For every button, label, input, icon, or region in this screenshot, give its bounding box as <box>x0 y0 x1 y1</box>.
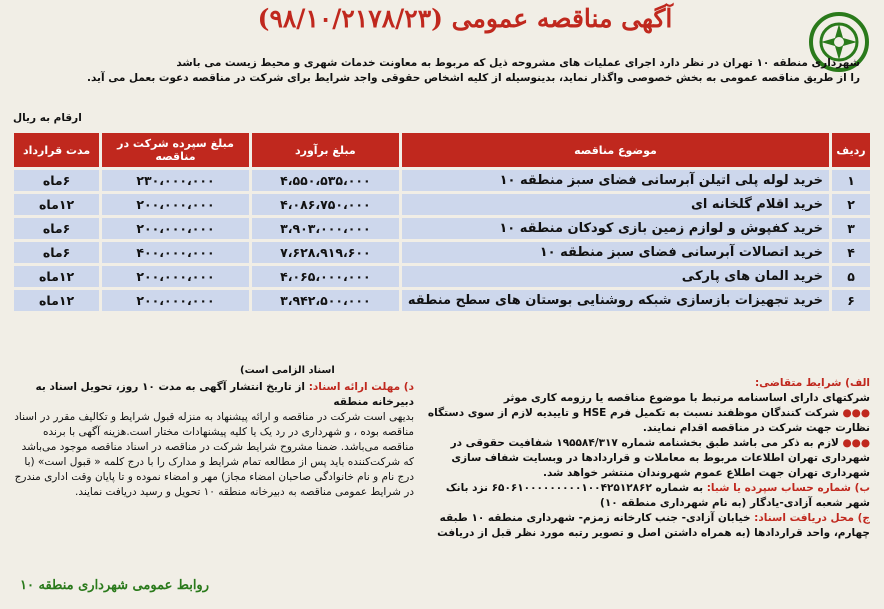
table-row <box>14 170 870 191</box>
row-duration: ۱۲ماه <box>14 194 99 215</box>
table-row <box>14 242 870 263</box>
tender-table <box>11 130 873 314</box>
intro-line-1: شهرداری منطقه ۱۰ تهران در نظر دارد اجرای عملیات های مشروحه ذیل که مربوط به معاونت خدمات شهری و محیط زیست می باشد <box>176 57 860 69</box>
header-index: ردیف <box>832 133 870 167</box>
row-index: ۴ <box>832 242 870 263</box>
intro-line-2: را از طریق مناقصه عمومی به بخش خصوصی واگذار نماید، بدینوسیله از کلیه اشخاص حقوقی واجد شرایط برای شرکت در مناقصه دعوت بعمل می آید. <box>86 71 860 84</box>
header-duration: مدت قرارداد <box>14 133 99 167</box>
receipt-heading: ج) محل دریافت اسناد: <box>754 512 870 524</box>
row-duration: ۱۲ماه <box>14 290 99 311</box>
row-index: ۱ <box>832 170 870 191</box>
header-deposit: مبلغ سپرده شرکت در مناقصه <box>102 133 249 167</box>
deadline-body: بدیهی است شرکت در مناقصه و ارائه پیشنهاد به منزله قبول شرایط و تکالیف مقرر در اسناد مناقصه بوده ، و شهرداری در رد یک یا کلیه پیشنهادات مختار است.هزینه آگهی با برنده مناقصه می‌باشد. ضمنا مشروح شرایط شرکت در مناقصه در اسناد مناقصه موجود می‌باشد که شرکت‌کننده باید پس از مطالعه تمام شرایط و مدارک را با درج کلمه « قبول است» (با درج نام و نام خانوادگی صاحبان امضاء مجاز) مهر و امضاء نموده و تا پایان وقت اداری مندرج در شرایط عمومی مناقصه به دبیرخانه منطقه ۱۰ تحویل و رسید دریافت نمایند. <box>14 411 414 498</box>
account-text: به شماره ۶۵۰۶۱۰۰۰۰۰۰۰۰۰۱۰۰۴۲۵۱۲۸۶۲ نزد بانک شهر شعبه آزادی-یادگار (به نام شهرداری منطقه ۱۰) <box>445 482 870 509</box>
conditions-line-3: لازم به ذکر می باشد طبق بخشنامه شماره ۱۹۵۵۸۴/۳۱۷ شفافیت حقوقی در شهرداری تهران اطلاعات مربوط به معاملات و قراردادها در وبسایت شفاف سازی شهرداری تهران جهت اطلاع عموم شهروندان منتشر خواهد شد. <box>450 437 870 479</box>
header-subject: موضوع مناقصه <box>402 133 829 167</box>
row-deposit: ۴۰۰،۰۰۰،۰۰۰ <box>102 242 249 263</box>
row-index: ۳ <box>832 218 870 239</box>
conditions-section: الف) شرایط متقاضی: شرکتهای دارای اساسنامه مرتبط با موضوع مناقصه یا رزومه کاری موثر ●●● شرکت کنندگان موظفند نسبت به تکمیل فرم HSE و تاییدیه لازم از سوی دستگاه نظارت جهت شرکت در مناقصه اقدام نمایند. ●●● لازم به ذکر می باشد طبق بخشنامه شماره ۱۹۵۵۸۴/۳۱۷ شفافیت حقوقی در شهرداری تهران اطلاعات مربوط به معاملات و قراردادها در وبسایت شفاف سازی شهرداری تهران جهت اطلاع عموم شهروندان منتشر خواهد شد. ب) شماره حساب سپرده یا شبا: به شماره ۶۵۰۶۱۰۰۰۰۰۰۰۰۰۱۰۰۴۲۵۱۲۸۶۲ نزد بانک شهر شعبه آزادی-یادگار (به نام شهرداری منطقه ۱۰) ج) محل دریافت اسناد: خیابان آزادی- جنب کارخانه زمزم- شهرداری منطقه ۱۰ طبقه چهارم، واحد قراردادها (به همراه داشتن اصل و تصویر رتبه مورد نظر قبل از دریافت <box>420 376 870 541</box>
row-estimate: ۷،۶۲۸،۹۱۹،۶۰۰ <box>252 242 399 263</box>
row-subject: خرید لوله پلی اتیلن آبرسانی فضای سبز منطقه ۱۰ <box>402 170 829 191</box>
account-heading: ب) شماره حساب سپرده یا شبا: <box>706 482 870 494</box>
receipt-text: خیابان آزادی- جنب کارخانه زمزم- شهرداری منطقه ۱۰ طبقه چهارم، واحد قراردادها (به همراه داشتن اصل و تصویر رتبه مورد نظر قبل از دریافت <box>437 512 870 539</box>
row-deposit: ۲۰۰،۰۰۰،۰۰۰ <box>102 290 249 311</box>
footer-signature: روابط عمومی شهرداری منطقه ۱۰ <box>20 578 209 593</box>
row-estimate: ۴،۰۸۶،۷۵۰،۰۰۰ <box>252 194 399 215</box>
row-estimate: ۴،۰۶۵،۰۰۰،۰۰۰ <box>252 266 399 287</box>
table-row <box>14 194 870 215</box>
row-index: ۶ <box>832 290 870 311</box>
page-title: آگهی مناقصه عمومی (۹۸/۱۰/۲۱۷۸/۲۳) <box>257 4 673 33</box>
row-deposit: ۲۰۰،۰۰۰،۰۰۰ <box>102 266 249 287</box>
row-deposit: ۲۰۰،۰۰۰،۰۰۰ <box>102 218 249 239</box>
conditions-line-2: شرکت کنندگان موظفند نسبت به تکمیل فرم HSE و تاییدیه لازم از سوی دستگاه نظارت جهت شرکت در مناقصه اقدام نمایند. <box>427 407 870 434</box>
row-estimate: ۴،۵۵۰،۵۳۵،۰۰۰ <box>252 170 399 191</box>
table-row <box>14 290 870 311</box>
row-index: ۵ <box>832 266 870 287</box>
row-duration: ۱۲ماه <box>14 266 99 287</box>
row-index: ۲ <box>832 194 870 215</box>
conditions-line-1: شرکتهای دارای اساسنامه مرتبط با موضوع مناقصه یا رزومه کاری موثر <box>503 392 870 404</box>
row-duration: ۶ماه <box>14 242 99 263</box>
table-header-row <box>14 133 870 167</box>
table-row <box>14 266 870 287</box>
units-note: ارقام به ریال <box>13 112 82 124</box>
row-subject: خرید تجهیزات بازسازی شبکه روشنایی بوستان های سطح منطقه <box>402 290 829 311</box>
header-estimate: مبلغ برآورد <box>252 133 399 167</box>
row-subject: خرید المان های پارکی <box>402 266 829 287</box>
deadline-heading: د) مهلت ارائه اسناد: <box>308 381 414 393</box>
row-subject: خرید اقلام گلخانه ای <box>402 194 829 215</box>
conditions-heading: الف) شرایط متقاضی: <box>754 377 870 389</box>
table-row <box>14 218 870 239</box>
row-duration: ۶ماه <box>14 170 99 191</box>
row-estimate: ۳،۹۴۲،۵۰۰،۰۰۰ <box>252 290 399 311</box>
docs-note: اسناد الزامی است) <box>240 365 335 376</box>
row-estimate: ۳،۹۰۳،۰۰۰،۰۰۰ <box>252 218 399 239</box>
intro-text <box>50 56 860 85</box>
row-subject: خرید اتصالات آبرسانی فضای سبز منطقه ۱۰ <box>402 242 829 263</box>
row-subject: خرید کفپوش و لوازم زمین بازی کودکان منطقه ۱۰ <box>402 218 829 239</box>
row-deposit: ۲۰۰،۰۰۰،۰۰۰ <box>102 194 249 215</box>
deadline-text: از تاریخ انتشار آگهی به مدت ۱۰ روز، تحویل اسناد به دبیرخانه منطقه <box>35 381 414 408</box>
row-duration: ۶ماه <box>14 218 99 239</box>
row-deposit: ۲۳۰،۰۰۰،۰۰۰ <box>102 170 249 191</box>
deadline-section <box>14 380 414 500</box>
